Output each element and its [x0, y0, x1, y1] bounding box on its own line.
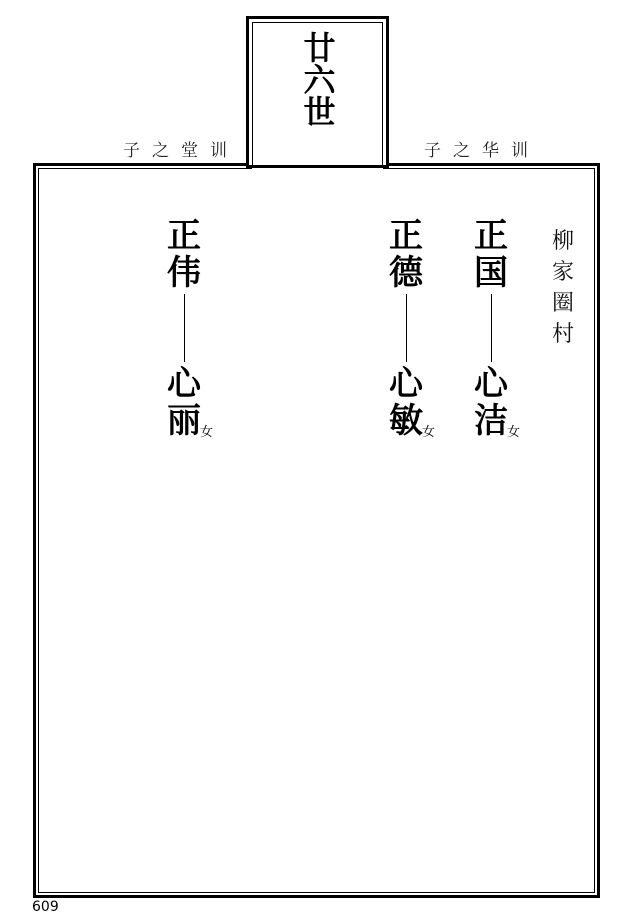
child-name-char: 洁	[474, 401, 508, 441]
female-mark: 女	[200, 425, 214, 440]
village-name	[548, 226, 578, 350]
child-name	[386, 364, 436, 441]
descent-line	[406, 294, 407, 362]
inner-frame	[38, 168, 595, 893]
child-name	[471, 364, 521, 441]
parent-name-char: 正	[474, 216, 508, 256]
female-mark: 女	[422, 425, 436, 440]
lineage-zhengwei	[164, 216, 214, 441]
lineage-zhengde	[386, 216, 436, 441]
village-char: 村	[551, 322, 574, 347]
child-name	[164, 364, 214, 441]
child-name-char: 心	[167, 364, 201, 404]
descent-line	[491, 294, 492, 362]
generation-label: 廿六世	[298, 31, 337, 127]
lineage-zhengguo	[471, 216, 521, 441]
page-number: 609	[32, 899, 59, 915]
child-name-char: 心	[389, 364, 423, 404]
generation-box	[246, 16, 389, 168]
parent-name-char: 正	[167, 216, 201, 256]
village-char: 家	[551, 260, 574, 285]
parent-name-char: 德	[389, 253, 423, 293]
parent-name-char: 伟	[167, 253, 201, 293]
right-caption: 子之华训	[424, 141, 540, 161]
village-char: 柳	[551, 229, 574, 254]
female-mark: 女	[507, 425, 521, 440]
child-name-char: 丽	[167, 401, 201, 441]
village-char: 圈	[551, 291, 574, 316]
child-name-char: 敏	[389, 401, 423, 441]
parent-name-char: 国	[474, 253, 508, 293]
parent-name-char: 正	[389, 216, 423, 256]
child-name-char: 心	[474, 364, 508, 404]
descent-line	[184, 294, 185, 362]
left-caption: 子之堂训	[123, 141, 239, 161]
